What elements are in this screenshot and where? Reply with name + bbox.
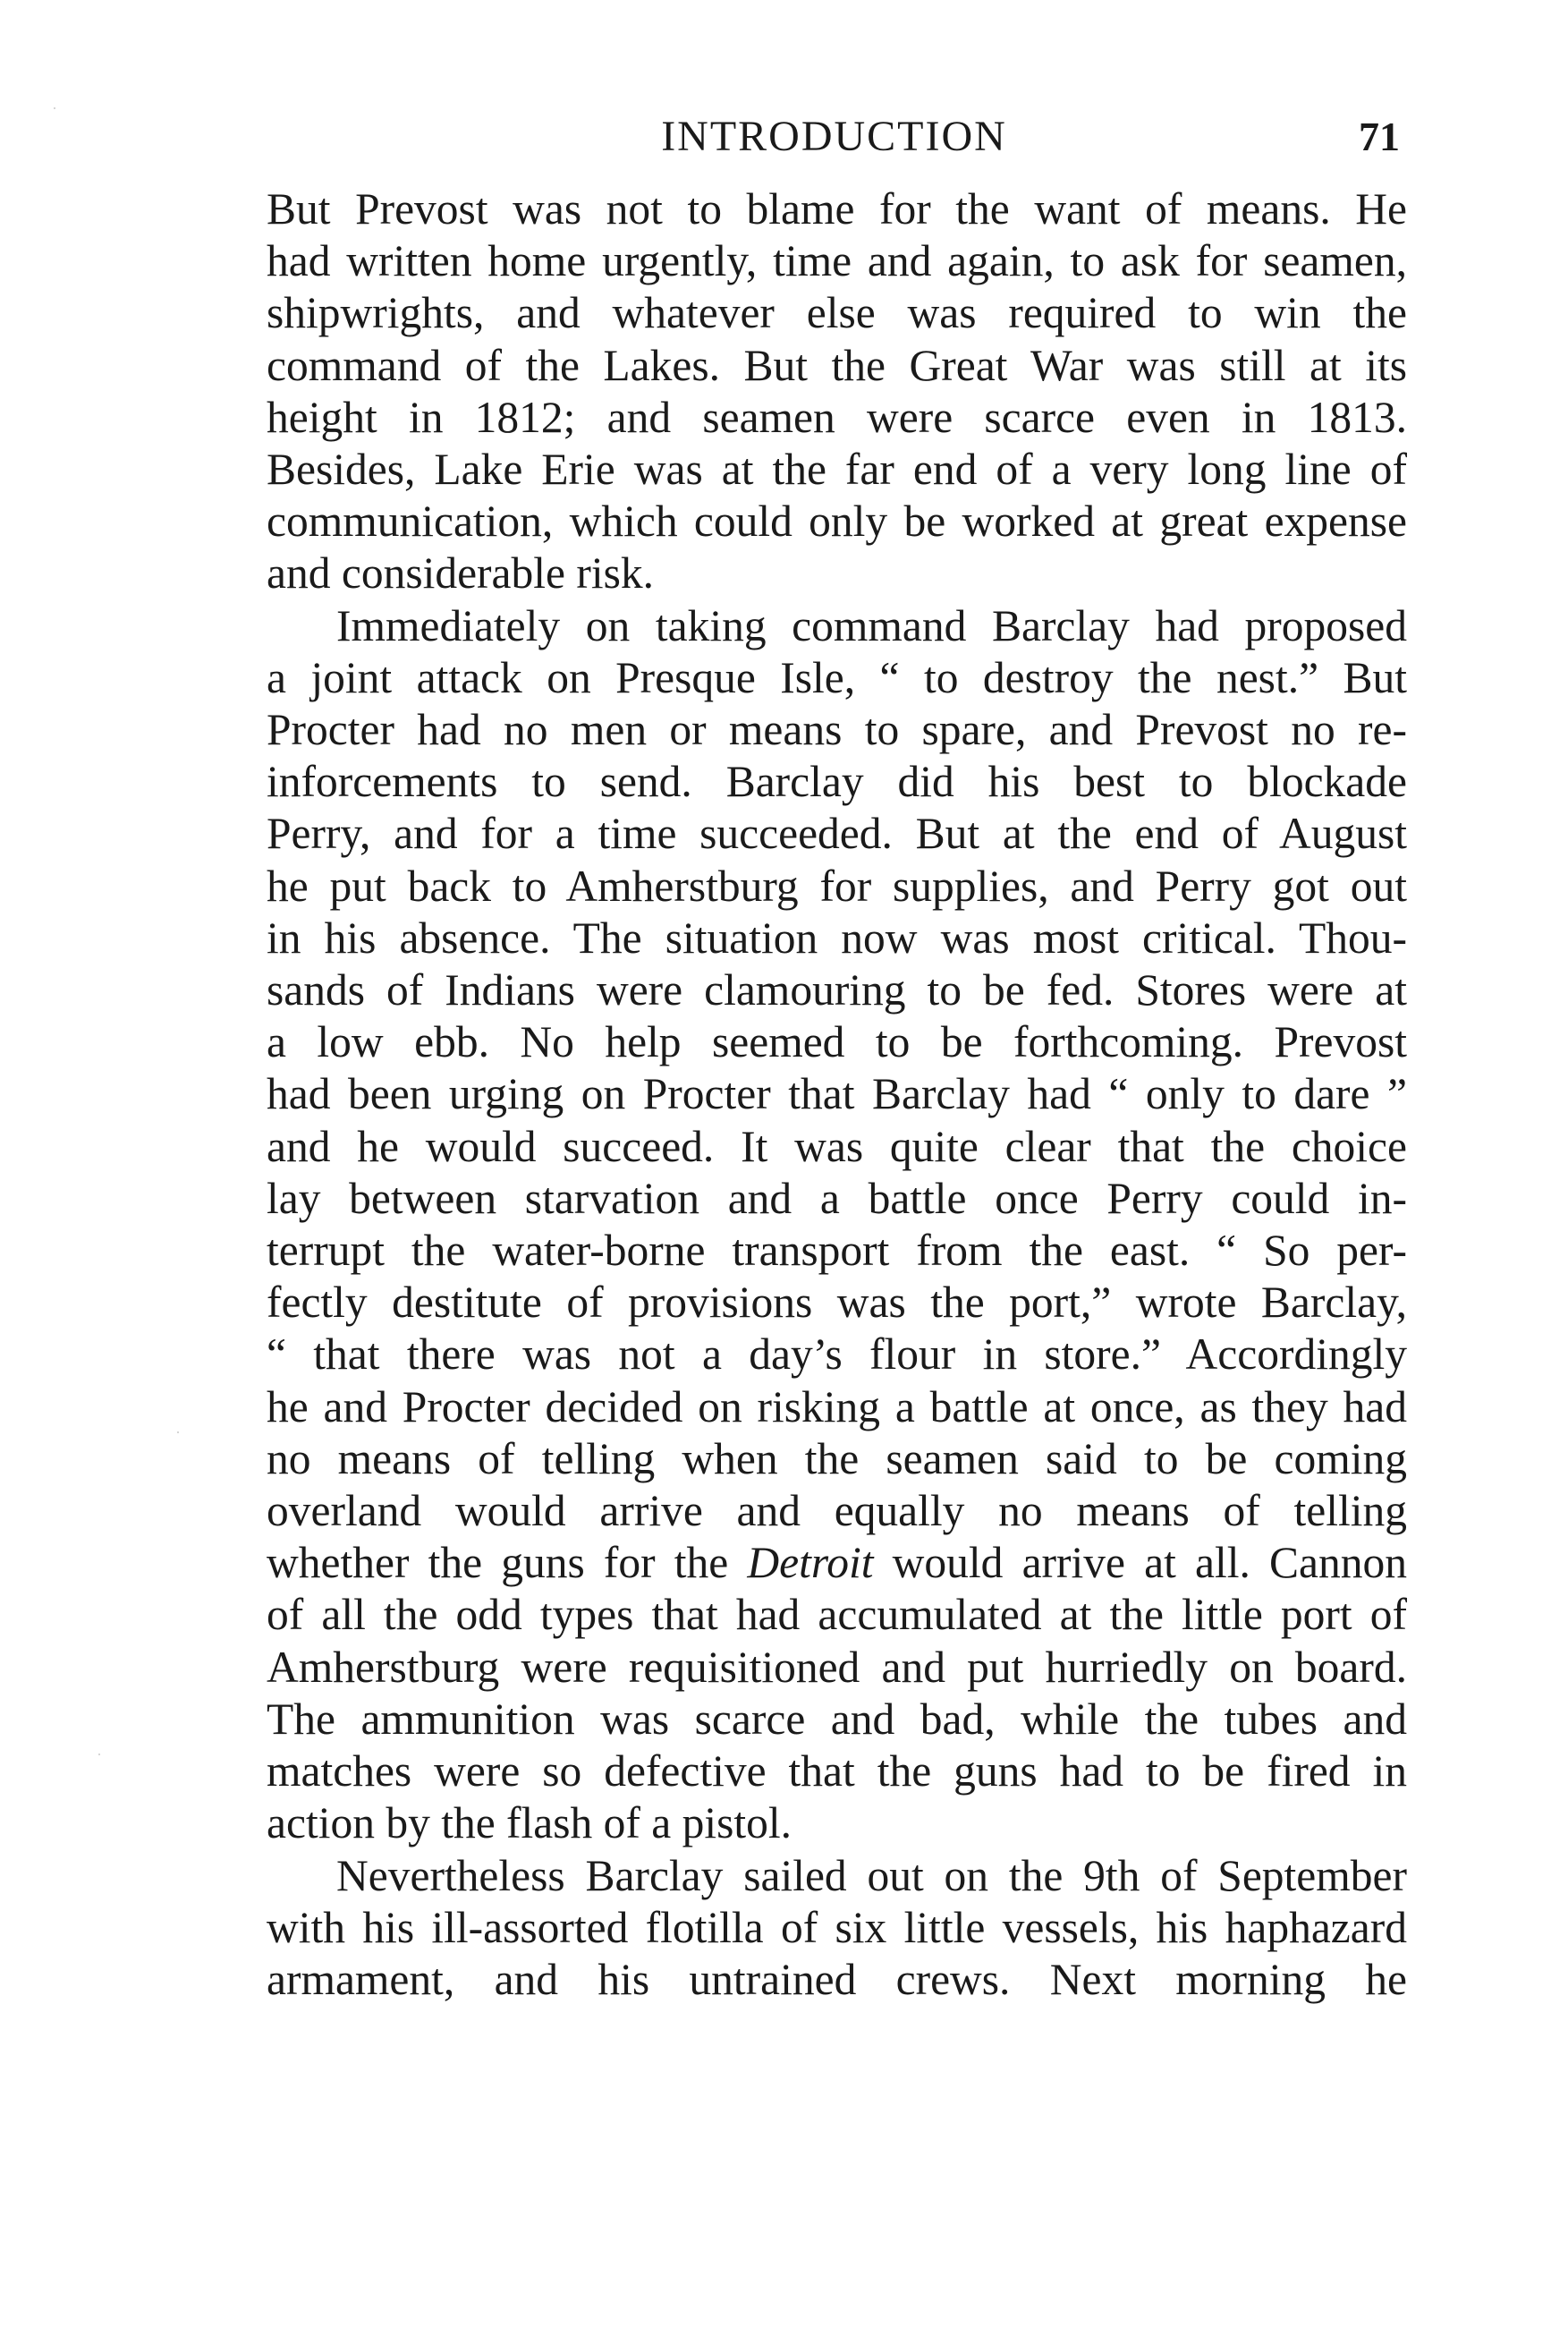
text-line: Amherstburg were requisitioned and put hurriedly on board. [267,1642,1407,1692]
text-segment: whether the guns for the [267,1538,748,1588]
text-line: and he would succeed. It was quite clear that the choice [267,1121,1407,1171]
text-line: But Prevost was not to blame for the want of means. He [267,184,1407,234]
page-number: 71 [1359,114,1400,159]
ship-name-italic: Detroit [747,1538,874,1588]
text-line: action by the flash of a pistol. [267,1798,792,1848]
scan-speck [98,1754,100,1755]
text-line: terrupt the water-borne transport from the east. “ So per- [267,1226,1407,1276]
text-line: communication, which could only be worked at great expense [267,497,1407,547]
text-line: height in 1812; and seamen were scarce even in 1813. [267,392,1407,442]
running-head [268,106,1400,168]
text-segment: would arrive at all. Cannon [873,1538,1407,1588]
text-line: he put back to Amherstburg for supplies, and Perry got out [267,861,1407,911]
text-line: command of the Lakes. But the Great War was still at its [267,340,1407,390]
text-line: shipwrights, and whatever else was required to win the [267,288,1407,338]
text-line: with his ill-assorted flotilla of six little vessels, his haphazard [267,1902,1407,1952]
scan-speck [54,107,55,109]
text-line: inforcements to send. Barclay did his best to blockade [267,757,1407,807]
text-line: lay between starvation and a battle once Perry could in- [267,1173,1407,1223]
text-line: Procter had no men or means to spare, and Prevost no re- [267,705,1407,755]
paragraph-1 [267,183,1407,600]
text-line: in his absence. The situation now was most critical. Thou- [267,913,1407,963]
text-line: Nevertheless Barclay sailed out on the 9th of September [336,1850,1407,1900]
text-line: “ that there was not a day’s flour in store.” Accordingly [267,1329,1407,1380]
scan-speck [177,1431,179,1433]
text-line: overland would arrive and equally no means of telling [267,1486,1407,1536]
text-line: a joint attack on Presque Isle, “ to destroy the nest.” But [267,652,1407,702]
text-line: he and Procter decided on risking a battle at once, as they had [267,1381,1407,1431]
text-line: matches were so defective that the guns had to be fired in [267,1746,1407,1796]
text-line: a low ebb. No help seemed to be forthcoming. Prevost [267,1017,1407,1067]
text-line: Perry, and for a time succeeded. But at the end of August [267,809,1407,859]
paragraph-3 [267,1850,1407,2007]
body-text [267,183,1407,2006]
text-line: had been urging on Procter that Barclay had “ only to dare ” [267,1069,1407,1119]
text-line: Besides, Lake Erie was at the far end of a very long line of [267,445,1407,495]
text-line: Immediately on taking command Barclay had proposed [336,600,1407,650]
text-line: no means of telling when the seamen said to be coming [267,1433,1407,1483]
text-line: sands of Indians were clamouring to be fed. Stores were at [267,965,1407,1015]
text-line: armament, and his untrained crews. Next morning he [267,1954,1407,2004]
text-line: had written home urgently, time and again, to ask for seamen, [267,236,1407,286]
paragraph-2 [267,600,1407,1850]
running-title: INTRODUCTION [661,113,1007,160]
text-line: The ammunition was scarce and bad, while the tubes and [267,1694,1407,1744]
text-line: fectly destitute of provisions was the port,” wrote Barclay, [267,1278,1407,1328]
text-line: of all the odd types that had accumulated at the little port of [267,1590,1407,1640]
text-line-with-italic [267,1537,1407,1589]
text-line: and considerable risk. [267,548,654,599]
